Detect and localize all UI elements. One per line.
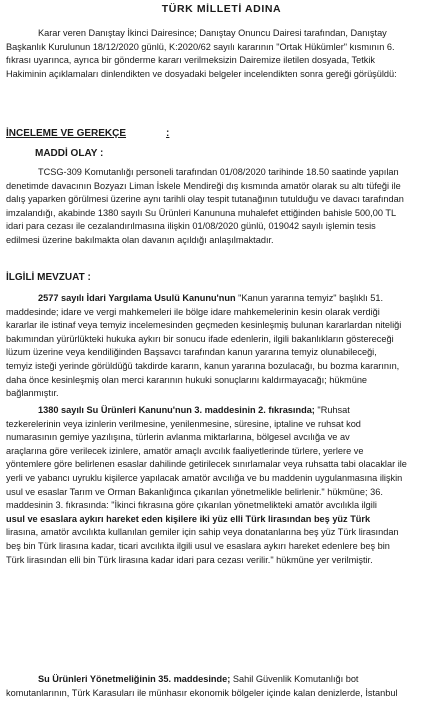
law-p2-line: beş bin Türk lirasına kadar, ticari avcılıkta ilgili usul ve esaslara aykırı hareket edenlere beş bin bbox=[6, 540, 390, 551]
intro-line: Hakiminin açıklamaları dinlendikten ve dosyadaki belgeler incelendikten sonra gereği görüşüldü: bbox=[6, 68, 397, 79]
facts-heading: MADDİ OLAY : bbox=[35, 148, 104, 159]
law-p1-first-line bbox=[6, 292, 434, 306]
facts-line: edilmesi üzerine bakılmakta olan davanın açıldığı anlaşılmaktadır. bbox=[6, 234, 274, 245]
law-paragraph-2 bbox=[6, 404, 434, 567]
law-p2-line: araçlarına göre verilecek izinlere, amatör amaçlı avcılık faaliyetlerinde türlere, yerlere ve bbox=[6, 445, 364, 456]
intro-line: fıkrası uyarınca, ayrıca bir gönderme kararı verilmeksizin Dairemize iletilen dosyada, Tetkik bbox=[6, 55, 376, 66]
facts-paragraph bbox=[6, 166, 434, 248]
law-paragraph-1 bbox=[6, 292, 434, 401]
law-p1-line: bağlanmıştır. bbox=[6, 388, 59, 399]
law-paragraph-3 bbox=[6, 673, 434, 700]
law-p1-line: lüzum üzerine veya kendiliğinden Başsavcı tarafından kanun yararına temyiz olunabileceği, bbox=[6, 347, 377, 358]
section-heading-colon: : bbox=[166, 128, 170, 139]
law-p3-first: Sahil Güvenlik Komutanlığı bot bbox=[230, 674, 359, 684]
law-p2-lead: 1380 sayılı Su Ürünleri Kanunu'nun 3. maddesinin 2. fıkrasında; bbox=[38, 405, 315, 415]
law-p3-line: komutanlarının, Türk Karasuları ile münhasır ekonomik bölgeler içinde kalan denizlerde, İstanbul bbox=[6, 687, 398, 698]
law-p2-line: usul ve esaslar Tarım ve Orman Bakanlığınca çıkarılan yönetmelikle belirlenir." hükmüne; 36. bbox=[6, 486, 383, 497]
law-p1-first: "Kanun yararına temyiz" başlıklı 51. bbox=[235, 293, 384, 303]
page-title: TÜRK MİLLETİ ADINA bbox=[161, 3, 282, 15]
intro-line: Karar veren Danıştay İkinci Dairesince; Danıştay Onuncu Dairesi tarafından, Danıştay bbox=[38, 28, 387, 38]
law-p1-line: maddesinde; idare ve vergi mahkemeleri ile bölge idare mahkemelerinin kesin olarak verdiği bbox=[6, 306, 380, 317]
facts-line: denetimde davacının Bozyazı Liman İskele Mendireği dış kısmında amatör olarak su altı tüfeği ile bbox=[6, 180, 401, 191]
facts-line: dalış yaparken görülmesi üzerine aynı tarihli olay tespit tutanağının tutulduğu ve davacı tarafından bbox=[6, 194, 404, 205]
law-p2-line: tezkerelerinin veya izinlerin verilmesine, yenilenmesine, süresine, iptaline ve ruhsat kod bbox=[6, 418, 361, 429]
law-p1-line: bakımından yürürlükteki hukuka aykırı bir sonucu ifade edenlerin, ilgili bakanlıkların göstereceği bbox=[6, 333, 394, 344]
intro-line: Başkanlık Kurulunun 18/12/2020 günlü, K:2020/62 sayılı kararının "Ortak Hükümler" kısmının 6. bbox=[6, 41, 395, 52]
law-p1-line: kararlar ile istinaf veya temyiz incelemesinden geçmeden kesinleşmiş bulunan kararlardan niteliği bbox=[6, 320, 402, 331]
law-p2-line: yerli ve yabancı uyruklu kişilerce yapılacak amatör avcılığa ve bu maddenin uygulanmasına ilişkin bbox=[6, 472, 403, 483]
law-p2-line: lirasına, amatör avcılıkta kullanılan gemiler için sahip veya donatanlarına beş yüz Türk lirasından bbox=[6, 527, 399, 538]
section-heading bbox=[6, 128, 169, 139]
law-p3-lead: Su Ürünleri Yönetmeliğinin 35. maddesinde; bbox=[38, 674, 231, 684]
facts-line: idari para cezası ile cezalandırılmasına ilişkin 01/08/2020 günlü, 019042 sayılı işlemin tesis bbox=[6, 221, 376, 232]
facts-line: imzalandığı, akabinde 1380 sayılı Su Ürünleri Kanununa muhalefet ettiğinden bahisle 500,00 TL bbox=[6, 207, 397, 218]
law-p2-first-line bbox=[6, 404, 434, 418]
law-p2-line: numarasının gemiye yazılışına, türlerin avlanma miktarlarına, bölgesel avcılığa ve av bbox=[6, 432, 350, 443]
facts-line: TCSG-309 Komutanlığı personeli tarafından 01/08/2020 tarihinde 18.50 saatinde yapılan bbox=[38, 167, 399, 177]
law-p1-lead: 2577 sayılı İdari Yargılama Usulü Kanunu'nun bbox=[38, 293, 236, 303]
law-p2-line: usul ve esaslara aykırı hareket eden kişilere iki yüz elli Türk lirasından beş yüz Türk bbox=[6, 513, 371, 524]
law-p2-line: Türk lirasından elli bin Türk lirasına kadar idari para cezası verilir." hükmüne yer verilmiştir. bbox=[6, 554, 373, 565]
section-heading-text: İNCELEME VE GEREKÇE bbox=[6, 128, 127, 139]
law-p2-line: yöntemlere göre belirlenen esaslar dahilinde getirilecek sınırlamalar veya ruhsatta tabi olacaklar ile bbox=[6, 459, 407, 470]
intro-paragraph bbox=[6, 27, 434, 81]
law-p1-line: temyiz isteği yerinde görüldüğü takdirde kararın, kanun yararına bozulacağı, bu bozma kararının, bbox=[6, 360, 400, 371]
law-p2-first: "Ruhsat bbox=[314, 405, 350, 415]
law-p1-line: daha önce kesinleşmiş olan merci kararının hukuki sonuçlarını kaldırmayacağı; hükmüne bbox=[6, 374, 368, 385]
law-p3-first-line bbox=[6, 673, 434, 687]
law-heading: İLGİLİ MEVZUAT : bbox=[6, 272, 91, 283]
law-p2-line: maddesinin 3. fıkrasında: "İkinci fıkrasına göre çıkarılan yönetmelikteki amatör avcılıkla ilgili bbox=[6, 500, 377, 511]
